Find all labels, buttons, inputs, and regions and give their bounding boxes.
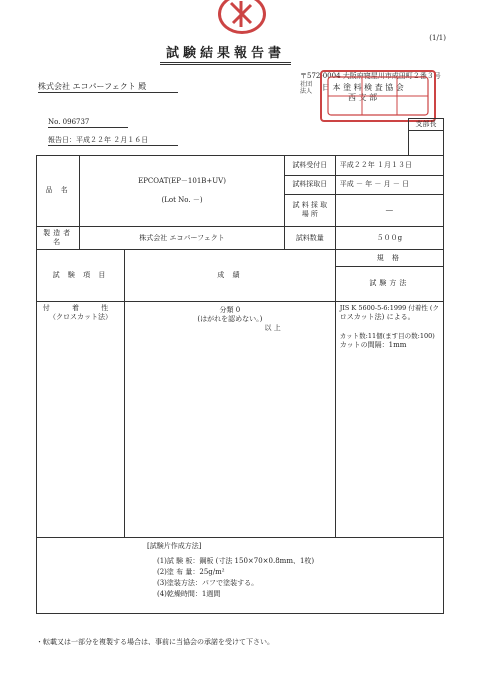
- doc-title: 試験結果報告書: [160, 42, 291, 65]
- seal-stamp-square: [320, 70, 436, 122]
- issuer-org-name: 日 本 塗 料 検 査 協 会: [322, 83, 404, 92]
- prep-item-4: (4)乾燥時間：1週間: [157, 590, 221, 598]
- sampling-place: ―: [335, 195, 443, 227]
- branch-manager-box: [408, 118, 444, 156]
- prep-item-1: (1)試 験 板：鋼板 (寸法 150×70×0.8mm、1枚): [157, 557, 315, 565]
- prep-item-2: (2)塗 布 量：25g/m²: [157, 568, 225, 576]
- result-line1: 分類 0: [219, 305, 241, 314]
- label-result: 成 績: [125, 250, 336, 301]
- result-cell: [125, 301, 336, 537]
- footer-note: ・転載又は一部分を複製する場合は、事前に当協会の承諾を受けて下さい。: [36, 638, 274, 646]
- label-standard: 規 格: [335, 250, 443, 266]
- manufacturer: 株式会社 エコパーフェクト: [80, 226, 285, 250]
- method-line3: カット数:11個(ます目の数:100): [339, 331, 435, 340]
- issuer-corp-label-1: 社団: [300, 81, 313, 88]
- receipt-date: 平成２２年 １月１３日: [335, 156, 443, 176]
- method-line4: カットの間隔：1mm: [339, 340, 407, 349]
- method-cell: [335, 301, 443, 537]
- issuer-corp-label-2: 法人: [300, 88, 313, 95]
- label-method: 試験方法: [335, 266, 443, 301]
- seal-square-pattern-icon: [322, 72, 434, 120]
- sample-qty: ５００g: [335, 226, 443, 250]
- item-name-sub: （クロスカット法）: [49, 312, 112, 321]
- method-line2: ロスカット法) による。: [339, 312, 415, 321]
- label-test-item: 試 験 項 目: [37, 250, 125, 301]
- product-cell: [80, 156, 285, 227]
- prep-section: [36, 530, 444, 614]
- issuer-branch: 西 支 部: [348, 93, 378, 102]
- method-line1: JIS K 5600-5-6:1999 付着性 (ク: [339, 303, 439, 312]
- seal-glyph-icon: [221, 0, 263, 31]
- product-name: EPCOAT(EP－101B+UV): [138, 176, 226, 185]
- prep-item-3: (3)塗装方法：パフで塗装する。: [157, 579, 259, 587]
- seal-stamp-top: [218, 0, 266, 34]
- branch-manager-label: 支部長: [409, 119, 443, 131]
- label-sampling-place: 試 料 採 取 場 所: [284, 195, 335, 227]
- label-sample-qty: 試料数量: [284, 226, 335, 250]
- label-manufacturer: 製造者名: [37, 226, 80, 250]
- page-indicator: (1/1): [429, 34, 446, 42]
- addressee: 株式会社 エコパーフェクト 殿: [38, 82, 178, 93]
- report-number: No. 096737: [48, 118, 128, 128]
- test-item-cell: [37, 301, 125, 537]
- lot-no: (Lot No. －): [161, 195, 203, 204]
- sampling-date: 平成 － 年 － 月 － 日: [335, 175, 443, 195]
- label-product: 品 名: [37, 156, 80, 227]
- report-date: 報告日：平成２２年 ２月１６日: [48, 136, 178, 146]
- label-sampling-date: 試料採取日: [284, 175, 335, 195]
- prep-title: [試験片作成方法]: [147, 542, 202, 550]
- label-receipt-date: 試料受付日: [284, 156, 335, 176]
- item-name: 付 着 性: [42, 303, 119, 312]
- result-line2: (はがれを認めない。): [197, 314, 263, 323]
- result-end: 以 上: [264, 323, 281, 332]
- result-table: [36, 155, 444, 538]
- issuer-address: 〒572-0004 大阪府寝屋川市成田町２番３号: [300, 72, 441, 80]
